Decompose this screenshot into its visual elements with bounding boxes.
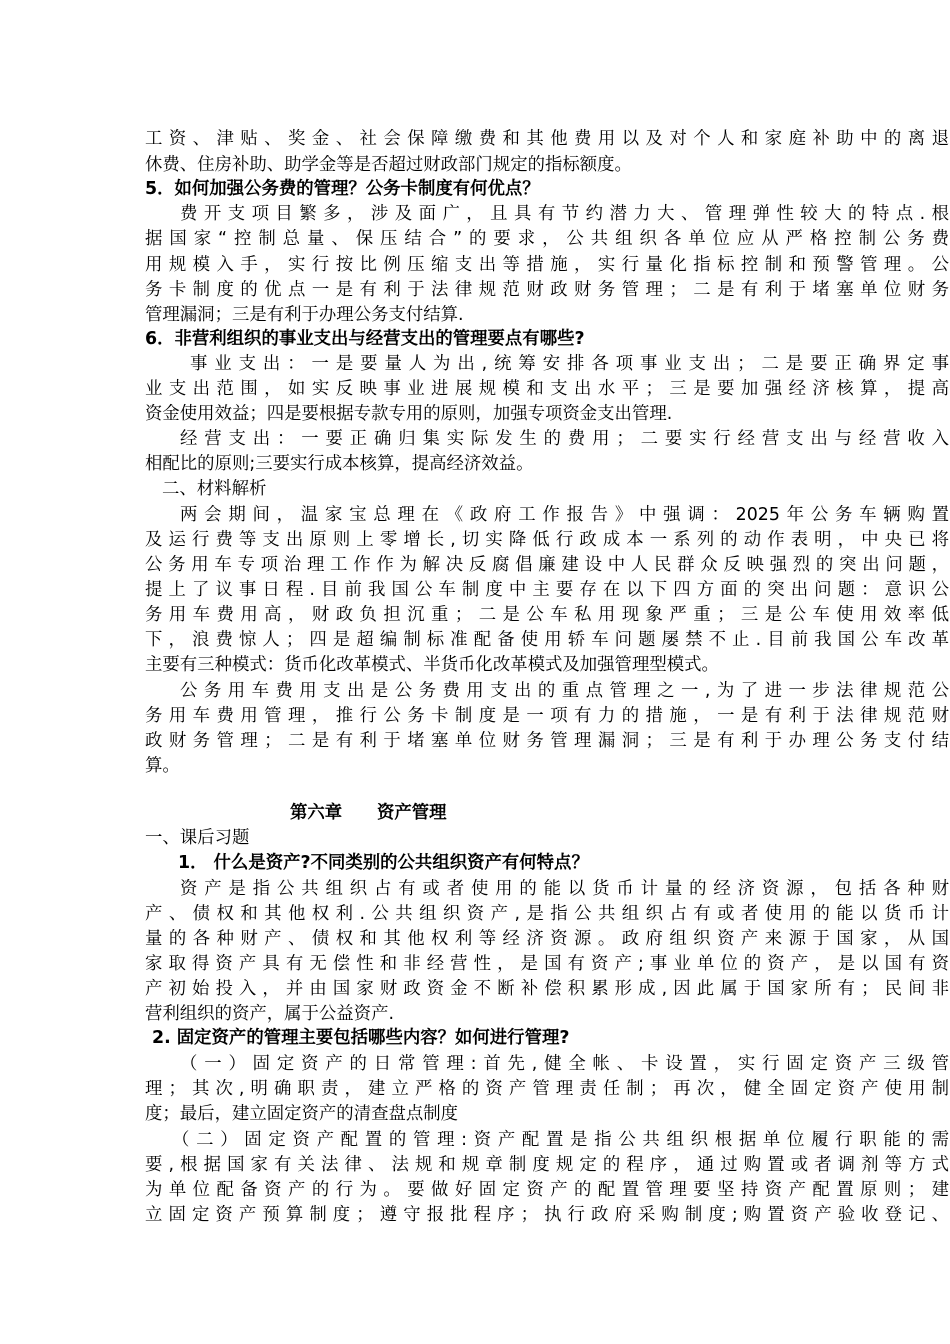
paragraph-line: 业支出范围，如实反映事业进展规模和支出水平；三是要加强经济核算，提高 [145,379,949,399]
paragraph-line: 两会期间，温家宝总理在《政府工作报告》中强调：2025年公务车辆购置 [180,505,949,525]
paragraph-line: 产初始投入，并由国家财政资金不断补偿积累形成,因此属于国家所有；民间非 [145,979,949,999]
paragraph-line: 公务用车费用支出是公务费用支出的重点管理之一,为了进一步法律规范公 [180,681,949,701]
paragraph-line: 度；最后，建立固定资产的清查盘点制度 [145,1104,459,1124]
paragraph-line: 产、债权和其他权利.公共组织资产,是指公共组织占有或者使用的能以货币计 [145,904,949,924]
paragraph-line: 经营支出：一要正确归集实际发生的费用；二要实行经营支出与经营收入 [180,429,949,449]
paragraph-line: 相配比的原则;三要实行成本核算，提高经济效益。 [145,454,534,474]
paragraph-line: 及运行费等支出原则上零增长,切实降低行政成本一系列的动作表明，中央已将 [145,530,949,550]
question-heading-6: 6．非营利组织的事业支出与经营支出的管理要点有哪些? [145,329,585,349]
paragraph-line: 量的各种财产、债权和其他权利等经济资源。政府组织资产来源于国家，从国 [145,929,949,949]
paragraph-line: 资产是指公共组织占有或者使用的能以货币计量的经济资源，包括各种财 [180,879,949,899]
paragraph-line: （一）固定资产的日常管理:首先,健全帐、卡设置，实行固定资产三级管 [180,1054,949,1074]
question-heading-1: 1． 什么是资产?不同类别的公共组织资产有何特点？ [178,853,589,873]
paragraph-line: 资金使用效益；四是要根据专款专用的原则，加强专项资金支出管理. [145,404,673,424]
chapter-title: 第六章 资产管理 [290,803,447,823]
paragraph-line: 家取得资产具有无偿性和非经营性，是国有资产;事业单位的资产，是以国有资 [145,954,949,974]
paragraph-line: 算。 [145,756,180,776]
paragraph-line: 要,根据国家有关法律、法规和规章制度规定的程序，通过购置或者调剂等方式 [145,1155,949,1175]
paragraph-line: 工资、津贴、奖金、社会保障缴费和其他费用以及对个人和家庭补助中的离退 [145,129,949,149]
paragraph-line: 营利组织的资产，属于公益资产. [145,1004,394,1024]
paragraph-line: 立固定资产预算制度；遵守报批程序；执行政府采购制度;购置资产验收登记、 [145,1205,949,1225]
paragraph-line: 下，浪费惊人；四是超编制标准配备使用轿车问题屡禁不止.目前我国公车改革 [145,630,949,650]
paragraph-line: 务卡制度的优点一是有利于法律规范财政财务管理；二是有利于堵塞单位财务 [145,280,949,300]
question-heading-5: 5．如何加强公务费的管理？公务卡制度有何优点？ [145,179,540,199]
paragraph-line: 务用车费用管理，推行公务卡制度是一项有力的措施，一是有利于法律规范财 [145,706,949,726]
question-heading-2: 2. 固定资产的管理主要包括哪些内容？如何进行管理? [152,1028,570,1048]
paragraph-line: 提上了议事日程.目前我国公车制度中主要存在以下四方面的突出问题：意识公 [145,580,949,600]
paragraph-line: 主要有三种模式：货币化改革模式、半货币化改革模式及加强管理型模式。 [145,655,719,675]
paragraph-line: 休费、住房补助、助学金等是否超过财政部门规定的指标额度。 [145,155,632,175]
paragraph-line: 理；其次,明确职责，建立严格的资产管理责任制；再次，健全固定资产使用制 [145,1079,949,1099]
paragraph-line: 据国家“控制总量、保压结合”的要求，公共组织各单位应从严格控制公务费 [145,229,949,249]
paragraph-line: 费开支项目繁多，涉及面广，且具有节约潜力大、管理弹性较大的特点.根 [180,204,949,224]
paragraph-line: 为单位配备资产的行为。要做好固定资产的配置管理要坚持资产配置原则；建 [145,1180,949,1200]
paragraph-line: 政财务管理；二是有利于堵塞单位财务管理漏洞；三是有利于办理公务支付结 [145,731,949,751]
paragraph-line: 务用车费用高，财政负担沉重；二是公车私用现象严重；三是公车使用效率低 [145,605,949,625]
paragraph-line: （二）固定资产配置的管理:资产配置是指公共组织根据单位履行职能的需 [172,1130,949,1150]
section-heading: 一、课后习题 [145,828,250,848]
paragraph-line: 用规模入手，实行按比例压缩支出等措施，实行量化指标控制和预警管理。公 [145,255,949,275]
section-heading: 二、材料解析 [162,479,267,499]
paragraph-line: 事业支出：一是要量人为出,统筹安排各项事业支出；二是要正确界定事 [190,354,949,374]
paragraph-line: 公务用车专项治理工作作为解决反腐倡廉建设中人民群众反映强烈的突出问题， [145,555,949,575]
paragraph-line: 管理漏洞；三是有利于办理公务支付结算. [145,305,464,325]
